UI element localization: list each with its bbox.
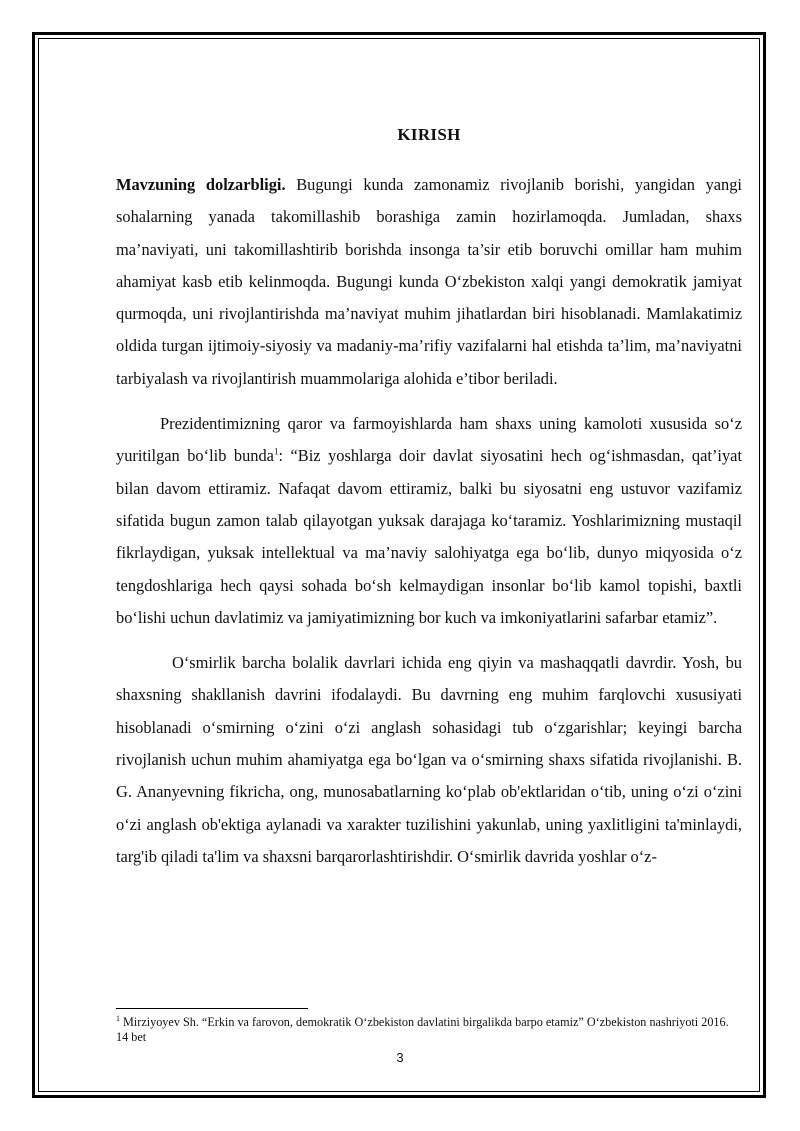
footnote-text: Mirziyoyev Sh. “Erkin va farovon, demokratik O‘zbekiston davlatini birgalikda barpo etamiz” O‘zbekiston nashriyoti 2016. 14 bet bbox=[116, 1015, 729, 1044]
page-title: KIRISH bbox=[397, 125, 461, 144]
paragraph-president-quote bbox=[116, 408, 742, 634]
quote-intro-text: Prezidentimizning qaror va farmoyishlarda ham shaxs uning kamoloti xususida so‘z yuritilgan bo‘lib bunda bbox=[116, 414, 742, 466]
footnote bbox=[116, 1015, 742, 1045]
relevance-lead: Mavzuning dolzarbligi. bbox=[116, 175, 286, 194]
footnote-separator bbox=[116, 1008, 308, 1009]
relevance-text: Bugungi kunda zamonamiz rivojlanib borishi, yangidan yangi sohalarning yanada takomillashib borashiga zamin hozirlamoqda. Jumladan, shaxs ma’naviyati, uni takomillashtirib borishda insonga ta’sir etib boruvchi omillar ham muhim ahamiyat kasb etib kelinmoqda. Bugungi kunda O‘zbekiston xalqi yangi demokratik jamiyat qurmoqda, uni rivojlantirishda ma’naviyat muhim jihatlardan biri hisoblanadi. Mamlakatimiz oldida turgan ijtimoiy-siyosiy va madaniy-ma’rifiy vazifalarni hal etishda ta’lim, ma’naviyatni tarbiyalash va rivojlantirish muammolariga alohida e’tibor beriladi. bbox=[116, 175, 742, 388]
page-body bbox=[116, 125, 742, 873]
adolescence-text: O‘smirlik barcha bolalik davrlari ichida eng qiyin va mashaqqatli davrdir. Yosh, bu shaxsning shakllanish davrini ifodalaydi. Bu davrning eng muhim farqlovchi xususiyati hisoblanadi o‘smirning o‘zini o‘zi anglash sohasidagi tub o‘zgarishlar; keyingi barcha rivojlanish uchun muhim ahamiyatga ega bo‘lgan va o‘smirning shaxs sifatida rivojlanishi. B. G. Ananyevning fikricha, ong, munosabatlarning ko‘plab ob'ektlaridan o‘tib, uning o‘zi o‘zini o‘zi anglash ob'ektiga aylanadi va xarakter tuzilishini yakunlab, uning yaxlitligini ta'minlaydi, targ'ib qiladi ta'lim va shaxsni barqarorlashtirishdir. O‘smirlik davrida yoshlar o‘z- bbox=[116, 653, 742, 866]
quote-text: : “Biz yoshlarga doir davlat siyosatini hech og‘ishmasdan, qat’iyat bilan davom ettiramiz. Nafaqat davom ettiramiz, balki bu siyosatni eng ustuvor vazifamiz sifatida bugun zamon talab qilayotgan yuksak darajaga ko‘taramiz. Yoshlarimizning mustaqil fikrlaydigan, yuksak intellektual va ma’naviy salohiyatga ega bo‘lib, dunyo miqyosida o‘z tengdoshlariga hech qaysi sohada bo‘sh kelmaydigan insonlar bo‘lib kamol topishi, baxtli bo‘lishi uchun davlatimiz va jamiyatimizning bor kuch va imkoniyatlarini safarbar etamiz”. bbox=[116, 446, 742, 627]
footnote-reference[interactable]: 1 bbox=[273, 446, 279, 457]
paragraph-adolescence bbox=[116, 647, 742, 873]
paragraph-relevance bbox=[116, 169, 742, 395]
footnote-mark: 1 bbox=[116, 1013, 120, 1023]
page-number: 3 bbox=[396, 1050, 404, 1065]
